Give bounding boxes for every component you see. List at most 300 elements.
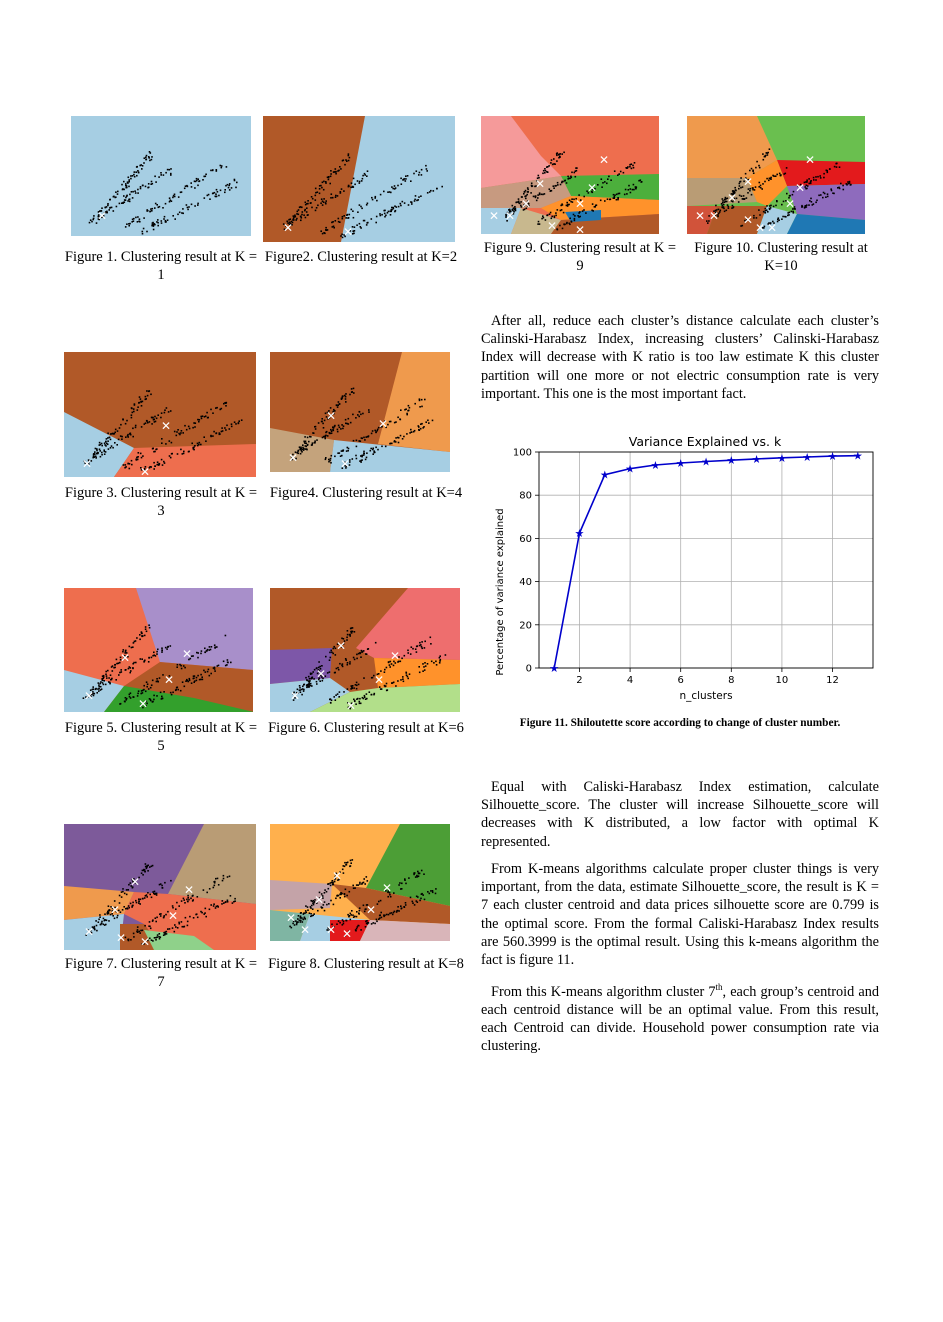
scatter-point bbox=[395, 421, 397, 423]
scatter-point bbox=[416, 651, 418, 653]
scatter-point bbox=[342, 663, 344, 665]
scatter-point bbox=[220, 190, 222, 192]
scatter-point bbox=[362, 413, 364, 415]
scatter-point bbox=[401, 658, 403, 660]
scatter-point bbox=[518, 198, 520, 200]
scatter-point bbox=[169, 201, 171, 203]
scatter-point bbox=[221, 427, 223, 429]
scatter-point bbox=[110, 674, 112, 676]
scatter-point bbox=[422, 427, 424, 429]
scatter-point bbox=[425, 421, 427, 423]
scatter-point bbox=[221, 167, 223, 169]
scatter-point bbox=[106, 443, 108, 445]
scatter-point bbox=[336, 923, 338, 925]
scatter-point bbox=[224, 189, 226, 191]
scatter-point bbox=[604, 181, 606, 183]
figure-8-caption: Figure 8. Clustering result at K=8 bbox=[268, 956, 464, 972]
scatter-point bbox=[105, 671, 107, 673]
scatter-point bbox=[322, 182, 324, 184]
scatter-point bbox=[400, 905, 402, 907]
scatter-point bbox=[381, 446, 383, 448]
scatter-point bbox=[227, 876, 229, 878]
scatter-point bbox=[810, 181, 812, 183]
scatter-point bbox=[740, 187, 742, 189]
scatter-point bbox=[338, 920, 340, 922]
scatter-point bbox=[834, 166, 836, 168]
scatter-point bbox=[815, 179, 817, 181]
scatter-point bbox=[424, 641, 426, 643]
scatter-point bbox=[418, 875, 420, 877]
scatter-point bbox=[345, 398, 347, 400]
scatter-point bbox=[137, 456, 139, 458]
scatter-point bbox=[614, 194, 616, 196]
scatter-point bbox=[214, 885, 216, 887]
scatter-point bbox=[195, 422, 197, 424]
scatter-point bbox=[407, 650, 409, 652]
scatter-point bbox=[161, 650, 163, 652]
scatter-point bbox=[363, 905, 365, 907]
scatter-point bbox=[393, 892, 395, 894]
scatter-point bbox=[421, 174, 423, 176]
scatter-point bbox=[146, 681, 148, 683]
scatter-point bbox=[391, 186, 393, 188]
scatter-point bbox=[125, 226, 127, 228]
scatter-point bbox=[153, 699, 155, 701]
scatter-point bbox=[152, 940, 154, 942]
scatter-point bbox=[389, 913, 391, 915]
scatter-point bbox=[366, 452, 368, 454]
figure-9-plot bbox=[481, 116, 659, 234]
scatter-point bbox=[361, 650, 363, 652]
scatter-point bbox=[770, 178, 772, 180]
scatter-point bbox=[402, 201, 404, 203]
centroid-marker: ✕ bbox=[314, 893, 325, 907]
scatter-point bbox=[128, 177, 130, 179]
scatter-point bbox=[145, 396, 147, 398]
scatter-point bbox=[223, 661, 225, 663]
scatter-point bbox=[359, 910, 361, 912]
centroid-marker: ✕ bbox=[290, 689, 301, 703]
scatter-point bbox=[128, 668, 130, 670]
scatter-point bbox=[226, 166, 228, 168]
scatter-point bbox=[104, 442, 106, 444]
scatter-point bbox=[193, 449, 195, 451]
scatter-point bbox=[161, 442, 163, 444]
scatter-point bbox=[751, 194, 753, 196]
scatter-point bbox=[224, 427, 226, 429]
scatter-point bbox=[755, 186, 757, 188]
scatter-point bbox=[170, 457, 172, 459]
scatter-point bbox=[134, 404, 136, 406]
scatter-point bbox=[366, 457, 368, 459]
scatter-point bbox=[327, 672, 329, 674]
scatter-point bbox=[318, 661, 320, 663]
scatter-point bbox=[166, 648, 168, 650]
scatter-point bbox=[367, 880, 369, 882]
scatter-point bbox=[728, 206, 730, 208]
scatter-point bbox=[140, 398, 142, 400]
scatter-point bbox=[518, 202, 520, 204]
centroid-marker: ✕ bbox=[343, 225, 354, 239]
scatter-point bbox=[329, 671, 331, 673]
scatter-point bbox=[627, 166, 629, 168]
figure-4-caption: Figure4. Clustering result at K=4 bbox=[269, 485, 463, 501]
scatter-point bbox=[597, 184, 599, 186]
scatter-point bbox=[329, 460, 331, 462]
scatter-point bbox=[140, 930, 142, 932]
scatter-point bbox=[101, 452, 103, 454]
scatter-point bbox=[206, 412, 208, 414]
centroid-marker: ✕ bbox=[97, 209, 108, 223]
data-point-marker: ★ bbox=[549, 662, 560, 675]
scatter-point bbox=[364, 696, 366, 698]
scatter-point bbox=[148, 688, 150, 690]
scatter-point bbox=[145, 186, 147, 188]
scatter-point bbox=[389, 666, 391, 668]
scatter-point bbox=[225, 405, 227, 407]
scatter-point bbox=[327, 883, 329, 885]
scatter-point bbox=[359, 698, 361, 700]
scatter-point bbox=[112, 670, 114, 672]
scatter-point bbox=[312, 671, 314, 673]
scatter-point bbox=[395, 437, 397, 439]
scatter-point bbox=[387, 896, 389, 898]
scatter-point bbox=[303, 214, 305, 216]
scatter-point bbox=[401, 183, 403, 185]
scatter-point bbox=[137, 406, 139, 408]
figure-4-plot bbox=[270, 352, 450, 472]
scatter-point bbox=[170, 168, 172, 170]
scatter-point bbox=[307, 909, 309, 911]
scatter-point bbox=[191, 204, 193, 206]
scatter-point bbox=[177, 664, 179, 666]
scatter-point bbox=[347, 862, 349, 864]
scatter-point bbox=[227, 901, 229, 903]
scatter-point bbox=[165, 647, 167, 649]
scatter-point bbox=[313, 678, 315, 680]
scatter-point bbox=[364, 439, 366, 441]
scatter-point bbox=[301, 214, 303, 216]
scatter-point bbox=[728, 207, 730, 209]
scatter-point bbox=[216, 196, 218, 198]
centroid-marker: ✕ bbox=[521, 197, 532, 211]
scatter-point bbox=[591, 210, 593, 212]
scatter-point bbox=[349, 214, 351, 216]
scatter-point bbox=[413, 173, 415, 175]
scatter-point bbox=[765, 212, 767, 214]
scatter-point bbox=[201, 650, 203, 652]
scatter-point bbox=[337, 431, 339, 433]
scatter-point bbox=[307, 214, 309, 216]
scatter-point bbox=[759, 167, 761, 169]
scatter-point bbox=[571, 221, 573, 223]
scatter-point bbox=[758, 165, 760, 167]
scatter-point bbox=[136, 637, 138, 639]
scatter-point bbox=[133, 933, 135, 935]
scatter-point bbox=[305, 204, 307, 206]
scatter-point bbox=[103, 675, 105, 677]
scatter-point bbox=[312, 442, 314, 444]
scatter-point bbox=[301, 694, 303, 696]
scatter-point bbox=[151, 156, 153, 158]
scatter-point bbox=[129, 223, 131, 225]
scatter-point bbox=[330, 462, 332, 464]
scatter-point bbox=[124, 199, 126, 201]
scatter-point bbox=[214, 882, 216, 884]
scatter-point bbox=[137, 189, 139, 191]
scatter-point bbox=[544, 172, 546, 174]
scatter-point bbox=[383, 191, 385, 193]
scatter-point bbox=[104, 451, 106, 453]
scatter-point bbox=[345, 920, 347, 922]
scatter-point bbox=[356, 698, 358, 700]
scatter-point bbox=[131, 460, 133, 462]
scatter-point bbox=[332, 221, 334, 223]
scatter-point bbox=[157, 649, 159, 651]
scatter-point bbox=[354, 184, 356, 186]
scatter-point bbox=[367, 922, 369, 924]
centroid-marker: ✕ bbox=[695, 209, 706, 223]
scatter-point bbox=[153, 468, 155, 470]
scatter-point bbox=[152, 701, 154, 703]
scatter-point bbox=[385, 446, 387, 448]
scatter-point bbox=[164, 412, 166, 414]
scatter-point bbox=[235, 187, 237, 189]
scatter-point bbox=[149, 211, 151, 213]
scatter-point bbox=[147, 683, 149, 685]
scatter-point bbox=[403, 681, 405, 683]
scatter-point bbox=[138, 172, 140, 174]
scatter-point bbox=[105, 441, 107, 443]
scatter-point bbox=[378, 901, 380, 903]
scatter-point bbox=[328, 888, 330, 890]
scatter-point bbox=[368, 435, 370, 437]
scatter-point bbox=[213, 905, 215, 907]
scatter-point bbox=[347, 423, 349, 425]
scatter-point bbox=[606, 183, 608, 185]
scatter-point bbox=[181, 900, 183, 902]
scatter-point bbox=[408, 204, 410, 206]
centroid-marker: ✕ bbox=[84, 689, 95, 703]
scatter-point bbox=[117, 191, 119, 193]
scatter-point bbox=[315, 428, 317, 430]
scatter-point bbox=[574, 218, 576, 220]
data-point-marker: ★ bbox=[599, 468, 610, 482]
scatter-point bbox=[99, 449, 101, 451]
scatter-point bbox=[142, 185, 144, 187]
scatter-point bbox=[355, 455, 357, 457]
scatter-point bbox=[325, 181, 327, 183]
scatter-point bbox=[556, 153, 558, 155]
scatter-point bbox=[341, 398, 343, 400]
scatter-point bbox=[763, 211, 765, 213]
scatter-point bbox=[346, 450, 348, 452]
centroid-marker: ✕ bbox=[785, 197, 796, 211]
scatter-point bbox=[394, 211, 396, 213]
scatter-point bbox=[618, 193, 620, 195]
scatter-point bbox=[135, 217, 137, 219]
scatter-point bbox=[163, 691, 165, 693]
centroid-marker: ✕ bbox=[184, 883, 195, 897]
scatter-point bbox=[402, 678, 404, 680]
scatter-point bbox=[417, 896, 419, 898]
scatter-point bbox=[132, 175, 134, 177]
scatter-point bbox=[305, 217, 307, 219]
scatter-point bbox=[327, 435, 329, 437]
scatter-point bbox=[130, 178, 132, 180]
scatter-point bbox=[206, 650, 208, 652]
scatter-point bbox=[371, 677, 373, 679]
scatter-point bbox=[335, 898, 337, 900]
scatter-point bbox=[361, 180, 363, 182]
centroid-marker: ✕ bbox=[575, 223, 586, 234]
scatter-point bbox=[228, 187, 230, 189]
scatter-point bbox=[371, 433, 373, 435]
scatter-point bbox=[98, 682, 100, 684]
scatter-point bbox=[365, 459, 367, 461]
scatter-point bbox=[557, 182, 559, 184]
paragraph-conclusion bbox=[481, 978, 879, 1056]
scatter-point bbox=[400, 419, 402, 421]
scatter-point bbox=[167, 928, 169, 930]
scatter-point bbox=[333, 648, 335, 650]
scatter-point bbox=[107, 203, 109, 205]
scatter-point bbox=[299, 685, 301, 687]
scatter-point bbox=[196, 178, 198, 180]
scatter-point bbox=[421, 169, 423, 171]
scatter-point bbox=[389, 421, 391, 423]
scatter-point bbox=[121, 891, 123, 893]
scatter-point bbox=[178, 196, 180, 198]
scatter-point bbox=[759, 182, 761, 184]
scatter-point bbox=[187, 897, 189, 899]
scatter-point bbox=[303, 449, 305, 451]
scatter-point bbox=[420, 898, 422, 900]
scatter-point bbox=[628, 189, 630, 191]
scatter-point bbox=[290, 218, 292, 220]
scatter-point bbox=[165, 172, 167, 174]
scatter-point bbox=[421, 641, 423, 643]
scatter-point bbox=[137, 221, 139, 223]
scatter-point bbox=[125, 699, 127, 701]
scatter-point bbox=[372, 453, 374, 455]
scatter-point bbox=[116, 663, 118, 665]
scatter-point bbox=[353, 233, 355, 235]
scatter-point bbox=[347, 450, 349, 452]
scatter-point bbox=[214, 667, 216, 669]
scatter-point bbox=[309, 678, 311, 680]
scatter-point bbox=[776, 200, 778, 202]
scatter-point bbox=[177, 689, 179, 691]
scatter-point bbox=[785, 216, 787, 218]
scatter-point bbox=[332, 884, 334, 886]
scatter-point bbox=[187, 207, 189, 209]
scatter-point bbox=[345, 393, 347, 395]
figure-5 bbox=[64, 588, 253, 712]
scatter-point bbox=[299, 446, 301, 448]
scatter-point bbox=[635, 188, 637, 190]
scatter-point bbox=[569, 200, 571, 202]
scatter-point bbox=[307, 437, 309, 439]
scatter-point bbox=[156, 917, 158, 919]
scatter-point bbox=[338, 170, 340, 172]
scatter-point bbox=[601, 186, 603, 188]
scatter-point bbox=[147, 870, 149, 872]
scatter-point bbox=[383, 210, 385, 212]
scatter-point bbox=[139, 932, 141, 934]
scatter-point bbox=[140, 401, 142, 403]
scatter-point bbox=[132, 902, 134, 904]
scatter-point bbox=[105, 684, 107, 686]
scatter-point bbox=[174, 931, 176, 933]
chart-plot-frame bbox=[539, 449, 873, 668]
scatter-point bbox=[218, 884, 220, 886]
scatter-point bbox=[430, 643, 432, 645]
scatter-point bbox=[125, 436, 127, 438]
scatter-point bbox=[347, 914, 349, 916]
scatter-point bbox=[741, 195, 743, 197]
scatter-point bbox=[140, 164, 142, 166]
scatter-point bbox=[765, 210, 767, 212]
centroid-marker: ✕ bbox=[547, 219, 558, 233]
scatter-point bbox=[345, 658, 347, 660]
scatter-point bbox=[176, 902, 178, 904]
scatter-point bbox=[205, 415, 207, 417]
scatter-point bbox=[134, 176, 136, 178]
scatter-point bbox=[191, 186, 193, 188]
scatter-point bbox=[385, 215, 387, 217]
scatter-point bbox=[353, 388, 355, 390]
scatter-point bbox=[607, 178, 609, 180]
scatter-point bbox=[344, 894, 346, 896]
scatter-point bbox=[100, 686, 102, 688]
scatter-point bbox=[397, 906, 399, 908]
scatter-point bbox=[225, 429, 227, 431]
scatter-point bbox=[342, 869, 344, 871]
scatter-point bbox=[628, 185, 630, 187]
paragraph-conclusion-b: , each group’s centroid and each centroid distance will be an optimal value. From this result, each Centroid can divide. Household power consumption rate via clustering. bbox=[481, 983, 879, 1055]
scatter-point bbox=[157, 461, 159, 463]
scatter-point bbox=[217, 878, 219, 880]
scatter-point bbox=[156, 418, 158, 420]
scatter-point bbox=[145, 398, 147, 400]
scatter-point bbox=[175, 926, 177, 928]
scatter-point bbox=[343, 215, 345, 217]
scatter-point bbox=[351, 910, 353, 912]
scatter-point bbox=[542, 215, 544, 217]
scatter-point bbox=[307, 906, 309, 908]
scatter-point bbox=[753, 215, 755, 217]
scatter-point bbox=[178, 905, 180, 907]
figure-7-caption: Figure 7. Clustering result at K = 7 bbox=[64, 956, 258, 990]
scatter-point bbox=[98, 919, 100, 921]
scatter-point bbox=[413, 874, 415, 876]
scatter-point bbox=[373, 694, 375, 696]
scatter-point bbox=[215, 878, 217, 880]
scatter-point bbox=[366, 693, 368, 695]
scatter-point bbox=[210, 436, 212, 438]
scatter-point bbox=[128, 181, 130, 183]
scatter-point bbox=[180, 449, 182, 451]
scatter-point bbox=[100, 456, 102, 458]
scatter-point bbox=[98, 688, 100, 690]
scatter-point bbox=[753, 217, 755, 219]
scatter-point bbox=[387, 689, 389, 691]
scatter-point bbox=[807, 185, 809, 187]
scatter-point bbox=[348, 186, 350, 188]
scatter-point bbox=[640, 179, 642, 181]
scatter-point bbox=[170, 692, 172, 694]
